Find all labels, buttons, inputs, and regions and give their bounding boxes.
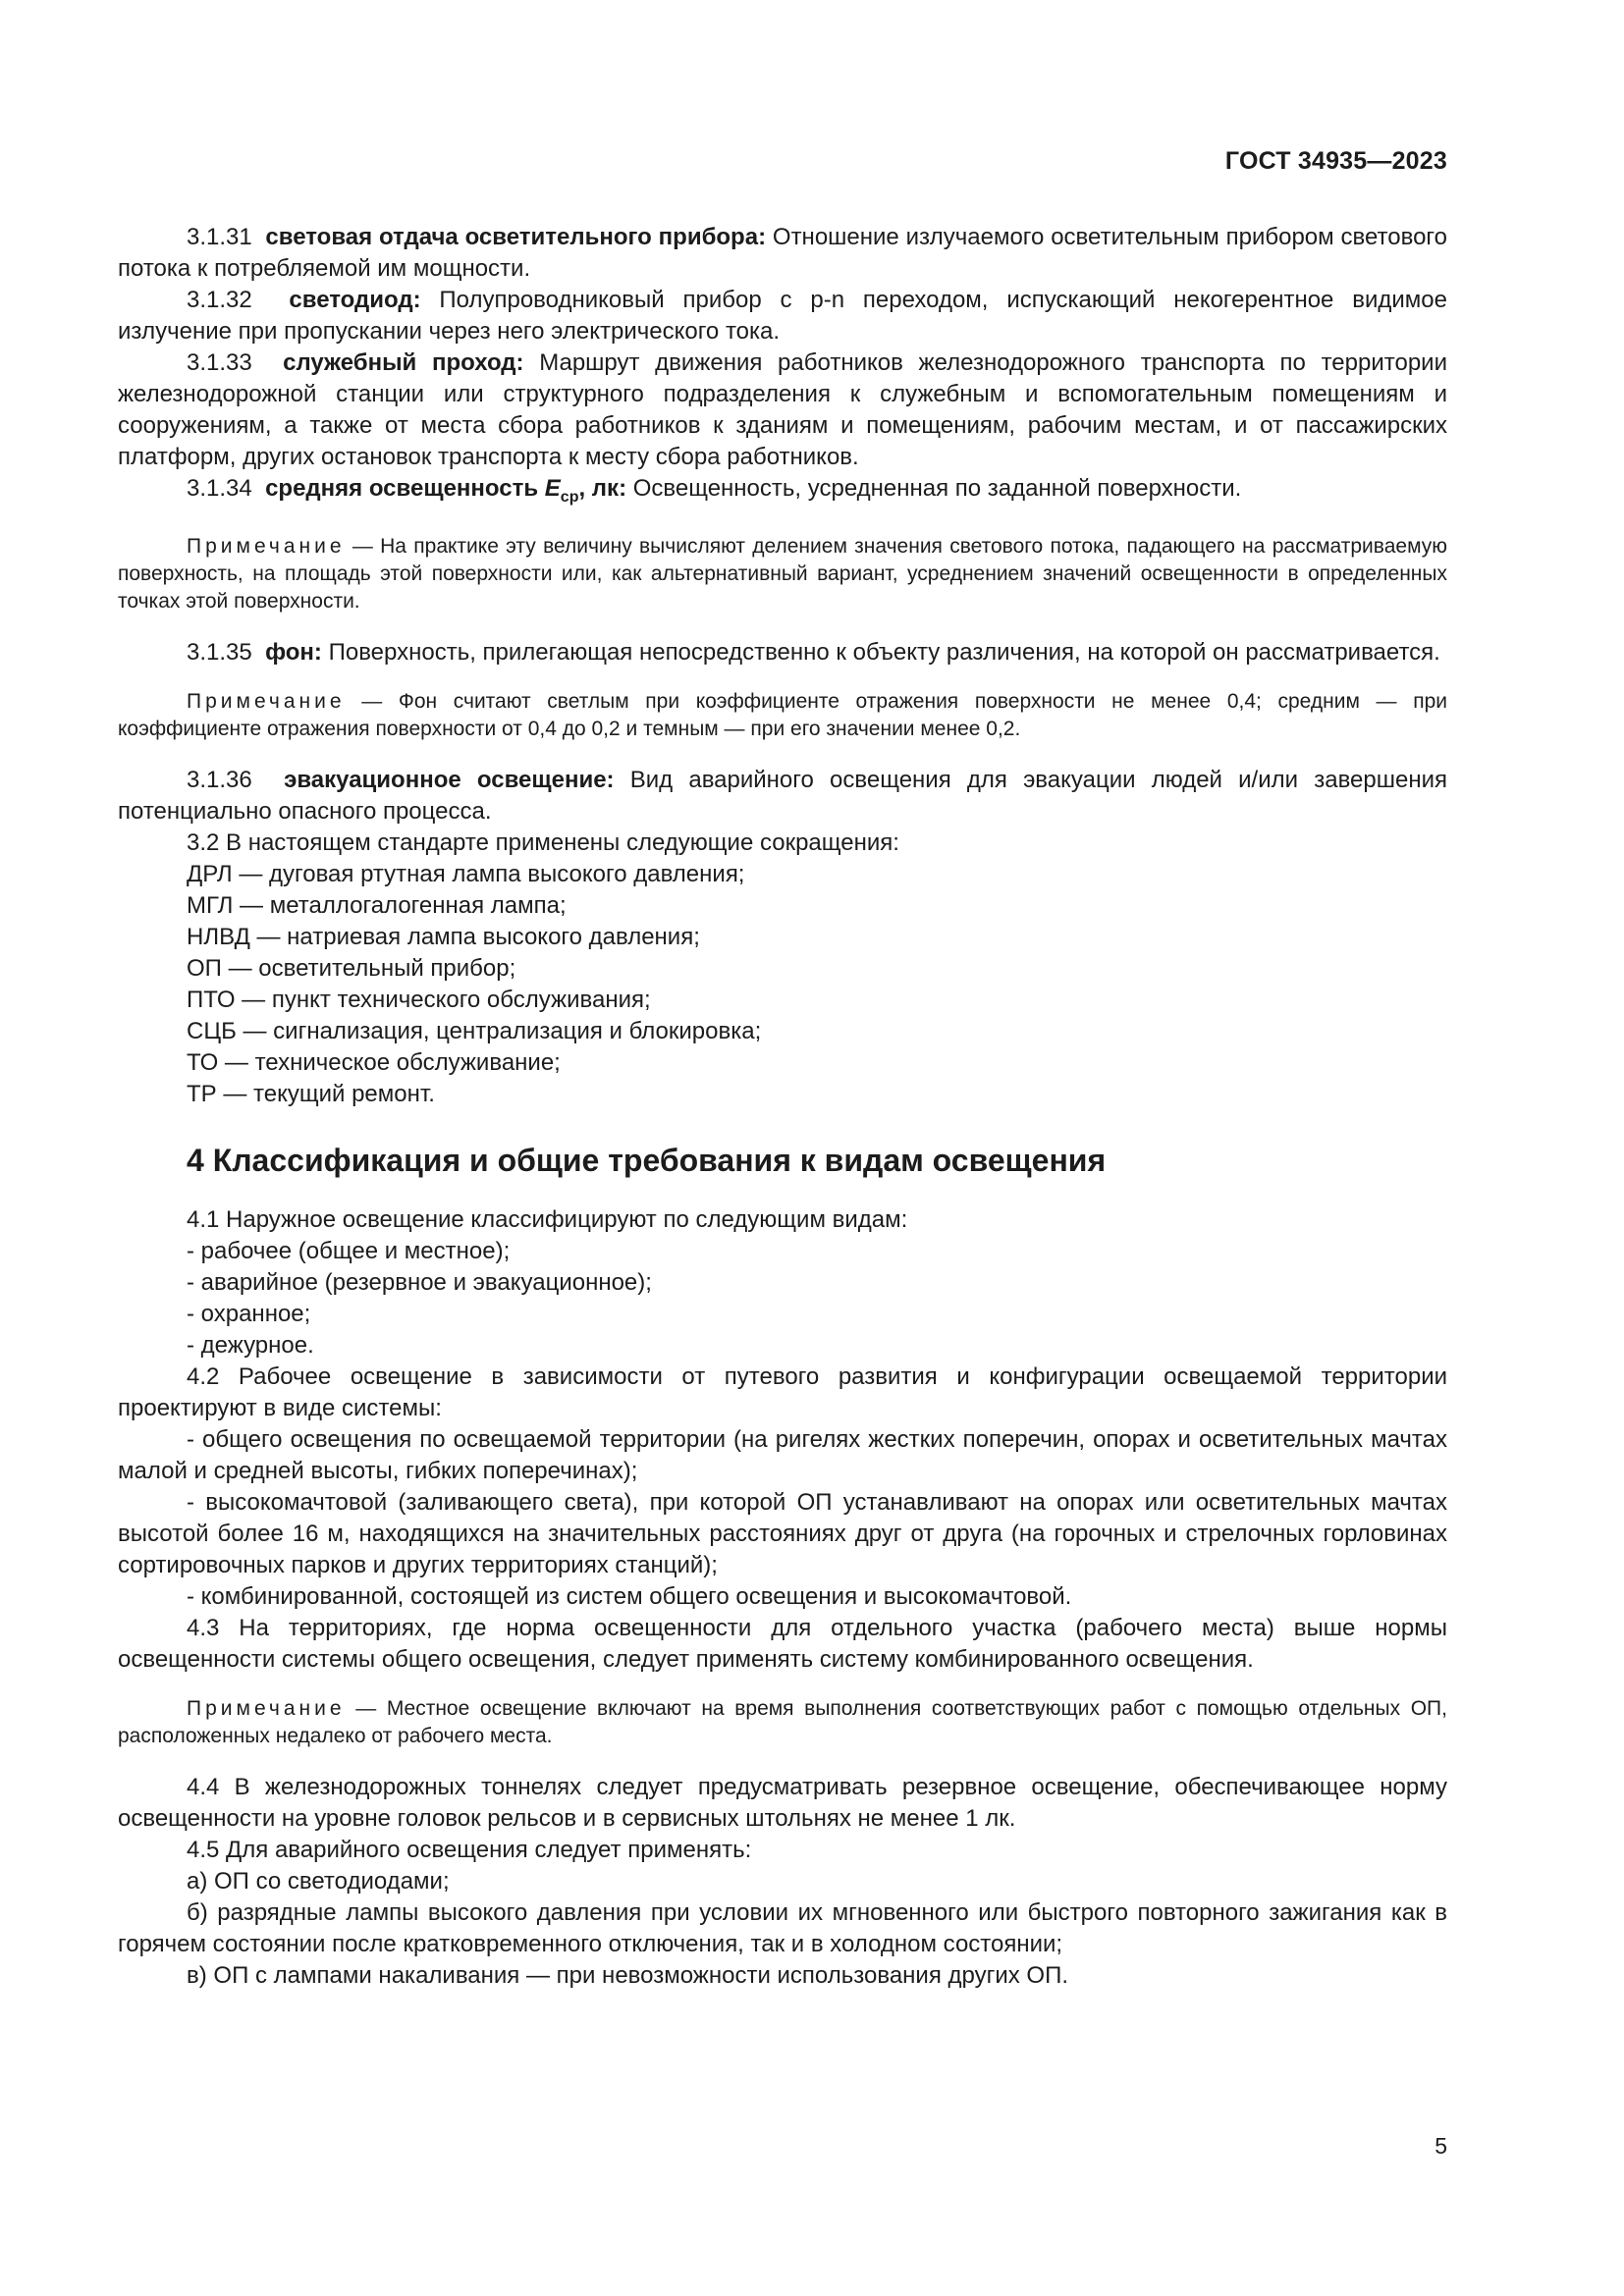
list-item: - рабочее (общее и местное); (187, 1237, 511, 1264)
definition-3-1-31 (118, 222, 1447, 285)
page-number: 5 (1435, 2133, 1447, 2159)
note-label: Примечание (187, 689, 346, 713)
term-part: средняя освещенность (265, 475, 545, 502)
term-part: , лк: (578, 475, 627, 502)
term: световая отдача осветительного прибора: (265, 224, 767, 250)
clause-4-5: 4.5 Для аварийного освещения следует применять: (187, 1836, 752, 1863)
clause-4-2: 4.2 Рабочее освещение в зависимости от путевого развития и конфигурации освещаемой территории проектируют в виде системы: (118, 1362, 1447, 1421)
definition-text: Полупроводниковый прибор с p-n переходом, испускающий некогерентное видимое излучение при пропускании через него электрического тока. (118, 287, 1447, 345)
list-item: а) ОП со светодиодами; (187, 1867, 450, 1895)
abbreviation-item: ОП — осветительный прибор; (187, 954, 516, 982)
abbreviation-item: СЦБ — сигнализация, централизация и блокировка; (187, 1017, 762, 1044)
clause-number: 3.1.33 (187, 349, 252, 376)
term (265, 475, 627, 506)
clause-number: 3.1.36 (187, 766, 252, 793)
abbreviation-item: ТР — текущий ремонт. (187, 1080, 435, 1107)
definition-3-1-36 (118, 765, 1447, 828)
term-symbol: E (544, 475, 561, 502)
clause-number: 3.1.34 (187, 475, 252, 502)
clause-number: 3.1.31 (187, 224, 252, 250)
clause-4-1: 4.1 Наружное освещение классифицируют по следующим видам: (187, 1205, 908, 1233)
term-symbol-subscript: ср (560, 488, 579, 506)
section-4-heading: 4 Классификация и общие требования к видам освещения (187, 1142, 1107, 1178)
standard-header: ГОСТ 34935—2023 (1224, 147, 1447, 175)
list-item: б) разрядные лампы высокого давления при условии их мгновенного или быстрого повторного зажигания как в горячем состоянии после кратковременного отключения, так и в холодном состоянии; (118, 1898, 1447, 1957)
list-item: - высокомачтовой (заливающего света), при которой ОП устанавливают на опорах или осветительных мачтах высотой более 16 м, находящихся на значительных расстояниях друг от друга (на горочных и стрелочных горловинах сортировочных парков и других территориях станций); (118, 1488, 1447, 1578)
definition-3-1-34 (118, 473, 1447, 513)
abbreviation-item: ТО — техническое обслуживание; (187, 1048, 561, 1076)
abbreviation-item: МГЛ — металлогалогенная лампа; (187, 891, 567, 919)
abbreviation-item: НЛВД — натриевая лампа высокого давления; (187, 923, 700, 950)
definition-text: Отношение излучаемого осветительным прибором светового потока к потребляемой им мощности. (118, 224, 1447, 282)
term: фон: (265, 638, 322, 666)
page-body (118, 222, 1447, 1992)
abbreviation-item: ДРЛ — дуговая ртутная лампа высокого давления; (187, 860, 745, 887)
clause-number: 3.1.32 (187, 287, 252, 313)
definition-3-1-35 (118, 637, 1447, 668)
definition-text: Вид аварийного освещения для эвакуации людей и/или завершения потенциально опасного процесса. (118, 766, 1448, 825)
definition-text: Маршрут движения работников железнодорожного транспорта по территории железнодорожной станции или структурного подразделения к служебным и вспомогательным помещениям и сооружениям, а также от места сбора работников к зданиям и помещениям, рабочим местам, и от пассажирских платформ, других остановок транспорта к месту сбора работников. (118, 349, 1447, 470)
note-text: — Местное освещение включают на время выполнения соответствующих работ с помощью отдельных ОП, расположенных недалеко от рабочего места. (118, 1696, 1447, 1747)
note-3 (118, 1695, 1447, 1750)
note-1 (118, 533, 1447, 615)
clause-4-3: 4.3 На территориях, где норма освещенности для отдельного участка (рабочего места) выше нормы освещенности системы общего освещения, следует применять систему комбинированного освещения. (118, 1614, 1447, 1673)
definition-text: Освещенность, усредненная по заданной поверхности. (626, 475, 1242, 502)
list-item: в) ОП с лампами накаливания — при невозможности использования других ОП. (187, 1961, 1068, 1989)
term: светодиод: (289, 287, 421, 313)
definition-3-1-33 (118, 347, 1447, 473)
clause-4-4: 4.4 В железнодорожных тоннелях следует предусматривать резервное освещение, обеспечивающее норму освещенности на уровне головок рельсов и в сервисных штольнях не менее 1 лк. (118, 1773, 1447, 1832)
term: служебный проход: (283, 349, 524, 376)
note-text: — На практике эту величину вычисляют делением значения светового потока, падающего на рассматриваемую поверхность, на площадь этой поверхности или, как альтернативный вариант, усреднением значений освещенности в определенных точках этой поверхности. (118, 534, 1447, 613)
clause-number: 3.1.35 (187, 638, 252, 666)
term: эвакуационное освещение: (284, 766, 615, 793)
note-text: — Фон считают светлым при коэффициенте отражения поверхности не менее 0,4; средним — при коэффициенте отражения поверхности от 0,4 до 0,2 и темным — при его значении менее 0,2. (118, 689, 1447, 740)
definition-text: Поверхность, прилегающая непосредственно к объекту различения, на которой он рассматривается. (321, 638, 1440, 666)
list-item: - дежурное. (187, 1331, 314, 1359)
note-2 (118, 688, 1447, 743)
abbreviation-item: ПТО — пункт технического обслуживания; (187, 986, 651, 1013)
note-label: Примечание (187, 1696, 346, 1720)
note-label: Примечание (187, 534, 346, 558)
list-item: - охранное; (187, 1300, 311, 1327)
list-item: - комбинированной, состоящей из систем общего освещения и высокомачтовой. (187, 1582, 1072, 1610)
definition-3-1-32 (118, 285, 1447, 347)
abbreviations-intro: 3.2 В настоящем стандарте применены следующие сокращения: (187, 828, 899, 856)
list-item: - общего освещения по освещаемой территории (на ригелях жестких поперечин, опорах и осветительных мачтах малой и средней высоты, гибких поперечинах); (118, 1425, 1447, 1484)
list-item: - аварийное (резервное и эвакуационное); (187, 1268, 652, 1296)
